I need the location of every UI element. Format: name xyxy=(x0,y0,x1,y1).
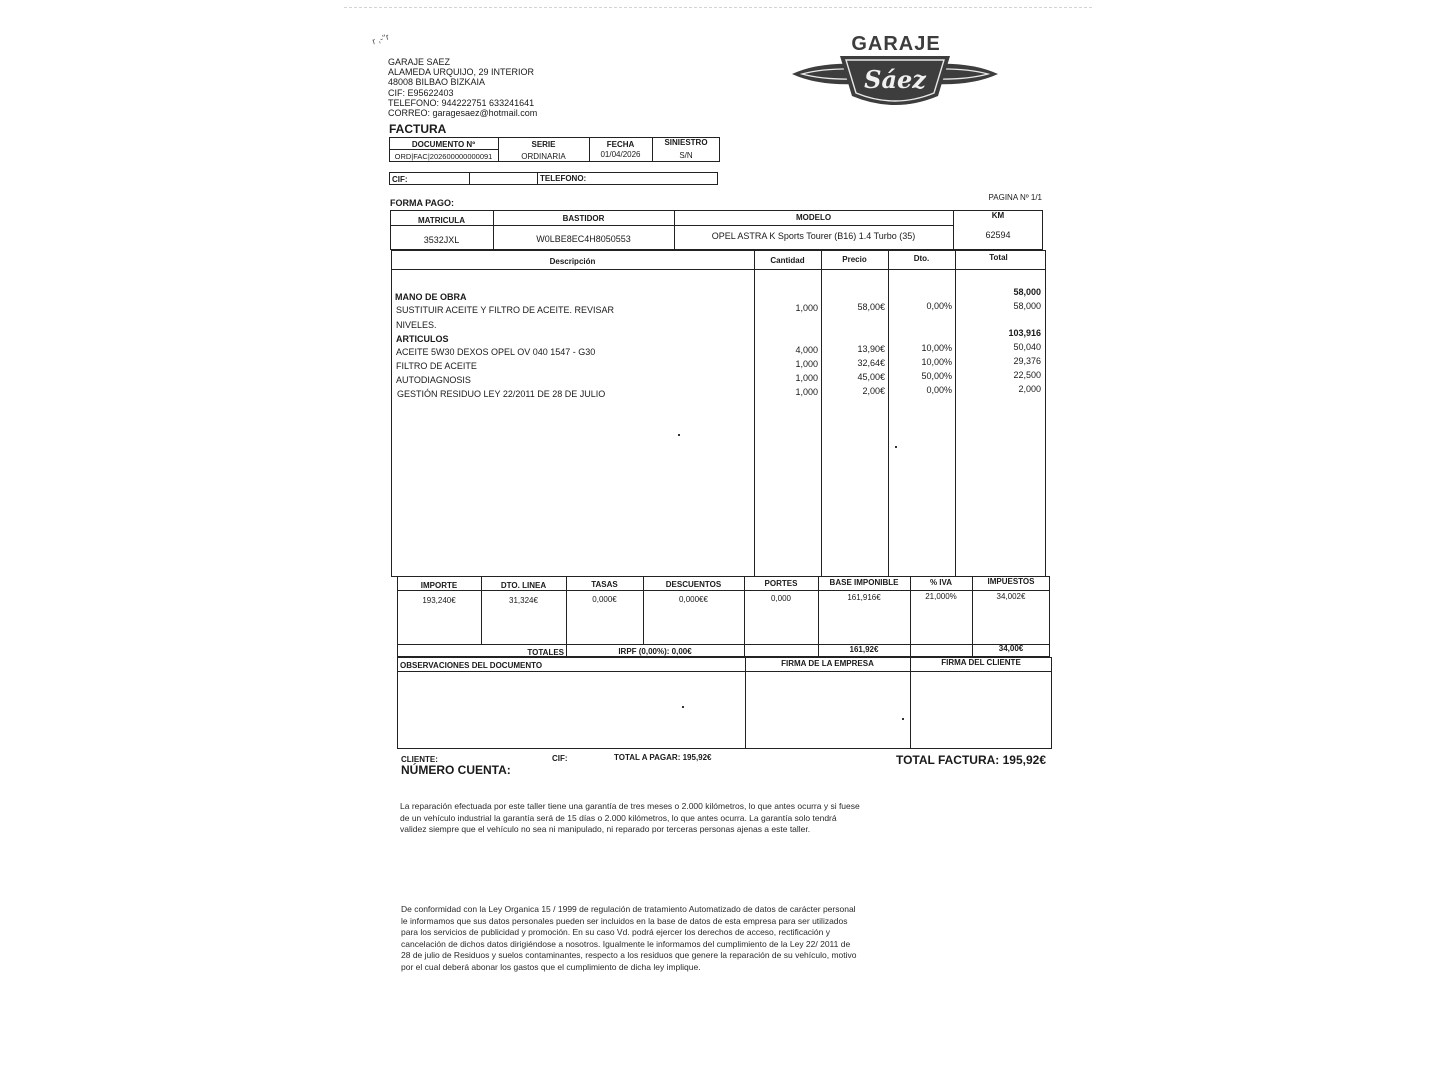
line-header-descripcion: Descripción xyxy=(549,257,596,266)
line-item-description: SUSTITUIR ACEITE Y FILTRO DE ACEITE. REVISAR xyxy=(396,305,615,315)
summary-irpf: IRPF (0,00%): 0,00€ xyxy=(618,647,692,656)
line-item-description: NIVELES. xyxy=(396,320,437,330)
line-item-price: 2,00€ xyxy=(862,386,885,396)
line-item-price: 13,90€ xyxy=(857,344,885,354)
line-header-dto: Dto. xyxy=(913,254,930,263)
pagina-number: PAGINA Nº 1/1 xyxy=(988,193,1042,202)
summary-col-divider xyxy=(910,576,911,657)
contact-divider xyxy=(537,172,538,185)
line-item-discount: 0,00% xyxy=(926,301,952,311)
doc-header-siniestro: SINIESTRO xyxy=(664,138,708,147)
summary-header-dto-linea: DTO. LINEA xyxy=(500,581,547,590)
warranty-line: La reparación efectuada por este taller tiene una garantía de tres meses o 2.000 kilómetros, lo que antes ocurra y si fuese xyxy=(400,801,860,811)
summary-value-tasas: 0,000€ xyxy=(592,595,617,604)
company-name: GARAJE SAEZ xyxy=(388,57,451,67)
total-factura: TOTAL FACTURA: 195,92€ xyxy=(895,753,1046,767)
doc-header-fecha: FECHA xyxy=(606,140,635,149)
line-item-discount: 50,00% xyxy=(921,371,952,381)
line-item-total: 58,000 xyxy=(1013,301,1041,311)
section-mano-obra-label: MANO DE OBRA xyxy=(395,292,467,302)
observations-header-divider xyxy=(397,671,1052,672)
numero-cuenta-label: NÚMERO CUENTA: xyxy=(401,763,511,777)
line-item-description: GESTIÓN RESIDUO LEY 22/2011 DE 28 DE JULIO xyxy=(397,389,606,399)
logo-top-text: GARAJE xyxy=(851,33,941,55)
summary-header-tasas: TASAS xyxy=(591,580,618,589)
line-item-total: 50,040 xyxy=(1013,342,1041,352)
client-telefono-label: TELEFONO: xyxy=(540,174,587,183)
cliente-label: CLIENTE: xyxy=(401,755,438,764)
summary-base-total: 161,92€ xyxy=(849,645,879,654)
total-a-pagar: TOTAL A PAGAR: 195,92€ xyxy=(614,753,712,762)
vehicle-header-divider xyxy=(390,225,954,226)
scan-edge-line xyxy=(344,7,1092,8)
line-items-header-divider xyxy=(391,269,1046,270)
doc-value-documento: ORD|FAC|202600000000091 xyxy=(394,152,493,161)
section-mano-obra-total: 58,000 xyxy=(1013,287,1041,297)
summary-header-impuestos: IMPUESTOS xyxy=(987,577,1035,586)
summary-header-base: BASE IMPONIBLE xyxy=(829,578,899,587)
garaje-saez-logo xyxy=(788,30,1002,122)
summary-value-dto-linea: 31,324€ xyxy=(509,596,538,605)
lopd-line: por el cual deberá abonar los gastos que el cumplimiento de dicha ley implique. xyxy=(401,961,701,972)
line-header-precio: Precio xyxy=(842,255,867,264)
line-col-divider xyxy=(955,250,956,577)
company-city: 48008 BILBAO BIZKAIA xyxy=(388,77,486,87)
data-protection-notice xyxy=(401,904,961,973)
line-col-divider xyxy=(821,250,822,577)
summary-totals-divider xyxy=(397,644,1050,645)
doc-value-fecha: 01/04/2026 xyxy=(600,150,641,159)
summary-col-divider xyxy=(744,576,745,657)
line-item-price: 58,00€ xyxy=(857,302,885,312)
line-item-discount: 10,00% xyxy=(921,357,952,367)
company-phone: TELEFONO: 944222751 633241641 xyxy=(388,98,535,108)
line-item-price: 45,00€ xyxy=(857,372,885,382)
line-item-description: AUTODIAGNOSIS xyxy=(396,375,471,385)
lopd-line: De conformidad con la Ley Organica 15 / 1999 de regulación de tratamiento Automatizado de datos de carácter personal xyxy=(401,904,856,914)
summary-header-divider xyxy=(397,590,1050,591)
scribble-mark: r ,-"r xyxy=(370,31,391,47)
observations-label: OBSERVACIONES DEL DOCUMENTO xyxy=(400,661,543,670)
footer-cif-label: CIF: xyxy=(552,754,568,763)
forma-pago-label: FORMA PAGO: xyxy=(390,198,454,208)
summary-totales-label: TOTALES xyxy=(527,648,564,657)
summary-impuestos-total: 34,00€ xyxy=(998,644,1024,653)
line-item-total: 22,500 xyxy=(1013,370,1041,380)
section-articulos-total: 103,916 xyxy=(1008,328,1041,338)
lopd-line: para los servicios de publicidad y promoción. En su caso Vd. podrá ejercer los derechos de acceso, rectificación y xyxy=(401,927,830,937)
line-item-quantity: 1,000 xyxy=(795,359,818,369)
line-item-total: 2,000 xyxy=(1018,384,1041,394)
scan-speck xyxy=(678,434,680,436)
summary-value-base: 161,916€ xyxy=(847,593,881,602)
summary-value-portes: 0,000 xyxy=(770,594,792,603)
line-col-divider xyxy=(754,250,755,577)
vehicle-value-modelo: OPEL ASTRA K Sports Tourer (B16) 1.4 Turbo (35) xyxy=(711,231,916,241)
line-item-description: FILTRO DE ACEITE xyxy=(396,361,477,371)
observations-divider xyxy=(910,657,911,749)
company-address: ALAMEDA URQUIJO, 29 INTERIOR xyxy=(388,67,535,77)
vehicle-header-bastidor: BASTIDOR xyxy=(562,214,605,223)
vehicle-header-matricula: MATRICULA xyxy=(418,216,465,225)
firma-cliente-label: FIRMA DEL CLIENTE xyxy=(941,658,1021,667)
vehicle-value-matricula: 3532JXL xyxy=(423,235,460,245)
doc-header-documento: DOCUMENTO Nº xyxy=(411,140,476,149)
summary-value-impuestos: 34,002€ xyxy=(996,592,1026,601)
lopd-line: cancelación de dichos datos dirigiéndose a nosotros. Igualmente le informamos del cumplimiento de la Ley 22/ 2011 de xyxy=(401,938,851,949)
section-articulos-label: ARTICULOS xyxy=(396,334,449,344)
doc-value-serie: ORDINARIA xyxy=(521,152,566,161)
doc-header-serie: SERIE xyxy=(531,140,556,149)
summary-header-importe: IMPORTE xyxy=(420,581,458,590)
scan-speck xyxy=(895,446,897,448)
line-header-cantidad: Cantidad xyxy=(770,256,805,265)
summary-header-descuentos: DESCUENTOS xyxy=(665,580,722,589)
vehicle-value-km: 62594 xyxy=(985,230,1011,240)
line-header-total: Total xyxy=(989,253,1008,262)
line-item-quantity: 1,000 xyxy=(795,373,818,383)
line-item-quantity: 1,000 xyxy=(795,387,818,397)
line-item-discount: 0,00% xyxy=(926,385,952,395)
line-item-price: 32,64€ xyxy=(857,358,885,368)
line-item-total: 29,376 xyxy=(1013,356,1041,366)
doc-value-siniestro: S/N xyxy=(679,151,693,160)
line-item-quantity: 4,000 xyxy=(795,345,818,355)
firma-empresa-label: FIRMA DE LA EMPRESA xyxy=(781,659,874,668)
summary-value-descuentos: 0,000€€ xyxy=(679,595,708,604)
vehicle-header-km: KM xyxy=(991,211,1005,220)
line-item-description: ACEITE 5W30 DEXOS OPEL OV 040 1547 - G30 xyxy=(396,347,596,357)
observations-divider xyxy=(745,657,746,749)
doc-header-divider xyxy=(389,149,498,150)
line-col-divider xyxy=(888,250,889,577)
lopd-line: le informamos que sus datos personales pueden ser incluidos en la base de datos de esta empresa para ser utilizados xyxy=(401,915,848,926)
vehicle-value-bastidor: W0LBE8EC4H8050553 xyxy=(536,234,631,244)
vehicle-header-modelo: MODELO xyxy=(795,213,832,222)
warranty-line: validez siempre que el vehículo no sea ni manipulado, ni reparado por terceras personas ajenas a este taller. xyxy=(400,824,811,834)
summary-header-portes: PORTES xyxy=(764,579,798,588)
lopd-line: 28 de julio de Residuos y suelos contaminantes, respecto a los residuos que genere la reparación de su vehículo, motivo xyxy=(401,950,857,960)
line-items-table xyxy=(391,250,1046,577)
contact-divider xyxy=(469,172,470,185)
summary-value-iva: 21,000% xyxy=(925,592,957,601)
summary-header-iva: % IVA xyxy=(929,578,953,587)
warranty-notice xyxy=(400,801,960,836)
warranty-line: de un vehículo industrial la garantía será de 15 días o 2.000 kilómetros, lo que antes ocurra. La garantía solo tendrá xyxy=(400,812,837,823)
invoice-title: FACTURA xyxy=(389,122,447,136)
company-email: CORREO: garagesaez@hotmail.com xyxy=(388,108,538,118)
line-item-discount: 10,00% xyxy=(921,343,952,353)
logo-script-text: Sáez xyxy=(864,65,926,94)
company-cif: CIF: E95622403 xyxy=(388,88,454,98)
summary-value-importe: 193,240€ xyxy=(422,596,456,605)
line-item-quantity: 1,000 xyxy=(795,303,818,313)
client-cif-label: CIF: xyxy=(392,175,408,184)
